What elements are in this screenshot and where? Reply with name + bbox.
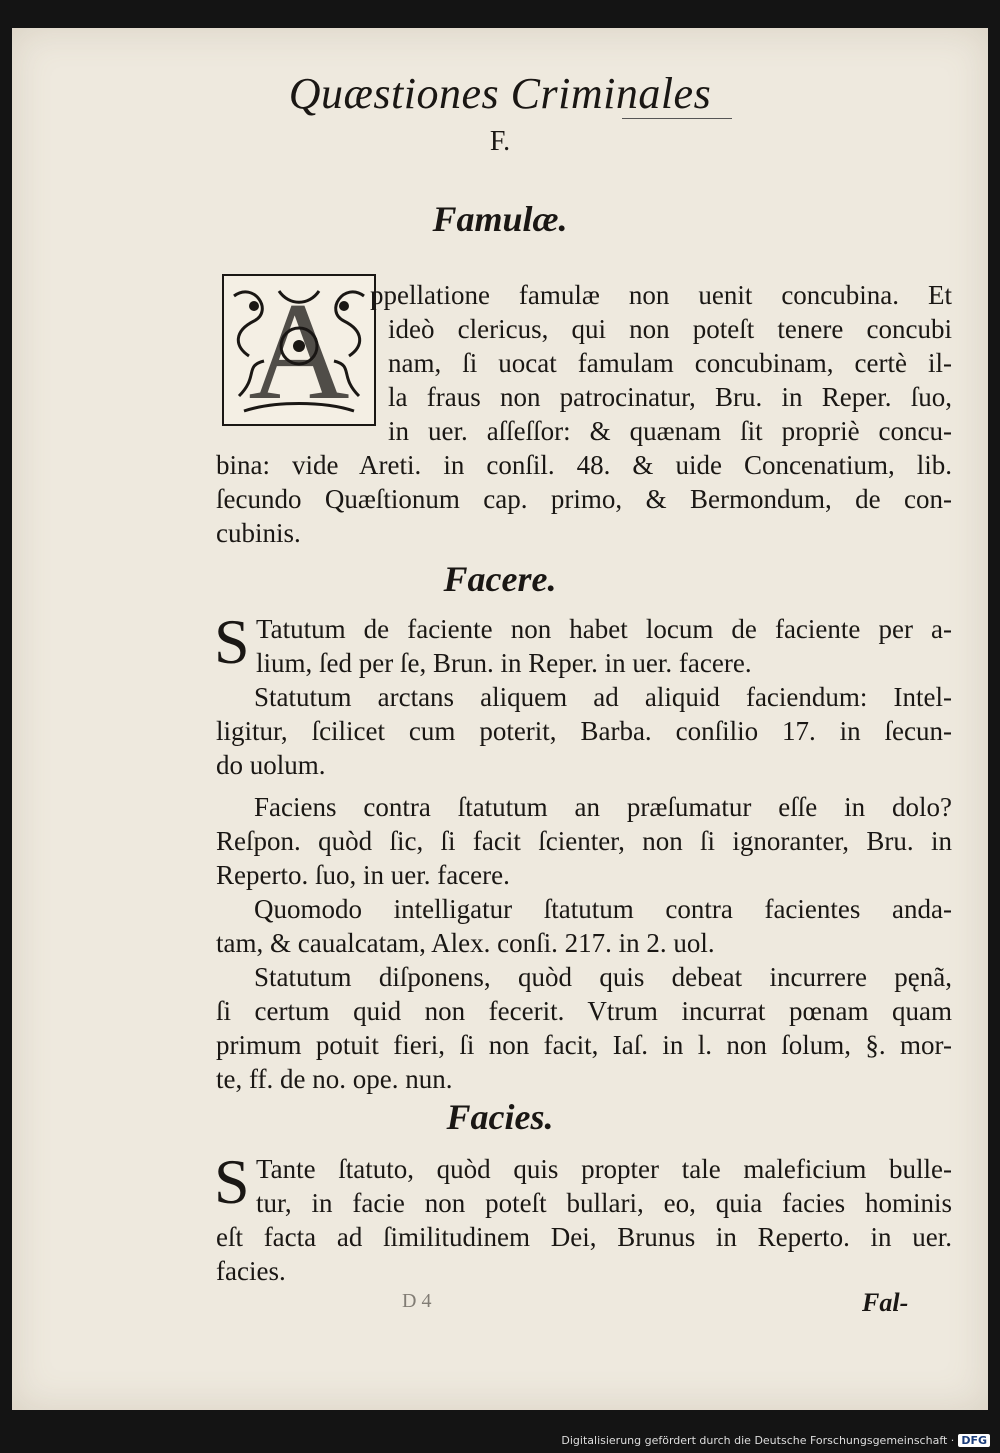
section-letter: F. — [489, 126, 511, 157]
famulae-line-6: bina: vide Areti. in conſil. 48. & uide Concenatium, lib. — [216, 450, 952, 480]
credit-text: Digitalisierung gefördert durch die Deutsche Forschungsgemeinschaft · — [561, 1434, 955, 1447]
famulae-line-1: ppellatione famulæ non uenit concubina. Et — [370, 280, 952, 310]
facere-line-9: Quomodo intelligatur ſtatutum contra facientes anda- — [254, 894, 952, 924]
facies-line-2: tur, in facie non poteſt bullari, eo, quia facies hominis — [256, 1188, 952, 1218]
famulae-line-5: in uer. aſſeſſor: & quænam ſit propriè concu- — [388, 416, 952, 446]
heading-famulae: Famulæ. — [432, 199, 568, 239]
famulae-line-8: cubinis. — [216, 518, 301, 548]
facere-line-5: do uolum. — [216, 750, 326, 780]
dfg-logo-icon: DFG — [958, 1434, 990, 1447]
facere-line-1: Tatutum de faciente non habet locum de faciente per a- — [256, 614, 952, 644]
facere-line-10: tam, & caualcatam, Alex. conſi. 217. in 2. uol. — [216, 928, 715, 958]
digitization-credit — [561, 1434, 990, 1447]
catchword: Fal- — [862, 1288, 909, 1317]
decorated-initial-a — [222, 274, 376, 429]
famulae-line-7: ſecundo Quæſtionum cap. primo, & Bermondum, de con- — [216, 484, 952, 514]
signature-mark: D 4 — [402, 1290, 432, 1312]
facere-line-14: te, ff. de no. ope. nun. — [216, 1064, 453, 1094]
book-page — [12, 28, 988, 1410]
facere-line-8: Reperto. ſuo, in uer. facere. — [216, 860, 510, 890]
famulae-line-3: nam, ſi uocat famulam concubinam, certè il- — [388, 348, 952, 378]
running-title: Quæstiones Criminales — [288, 69, 712, 118]
facere-line-2: lium, ſed per ſe, Brun. in Reper. in uer. facere. — [256, 648, 752, 678]
facere-line-13: primum potuit fieri, ſi non facit, Iaſ. in l. non ſolum, §. mor- — [216, 1030, 952, 1060]
facies-line-4: facies. — [216, 1256, 286, 1286]
facies-line-3: eſt facta ad ſimilitudinem Dei, Brunus in Reperto. in uer. — [216, 1222, 952, 1252]
famulae-line-4: la fraus non patrocinatur, Bru. in Reper. ſuo, — [388, 382, 952, 412]
facies-line-1: Tante ſtatuto, quòd quis propter tale maleficium bulle- — [256, 1154, 952, 1184]
facere-line-12: ſi certum quid non fecerit. Vtrum incurrat pœnam quam — [216, 996, 952, 1026]
facere-line-11: Statutum diſponens, quòd quis debeat incurrere pęnã, — [254, 962, 952, 992]
facere-line-6: Faciens contra ſtatutum an præſumatur eſſe in dolo? — [254, 792, 952, 822]
famulae-line-2: ideò clericus, qui non poteſt tenere concubi — [388, 314, 952, 344]
header-underline — [622, 118, 732, 119]
heading-facies: Facies. — [446, 1097, 554, 1137]
facere-line-4: ligitur, ſcilicet cum poterit, Barba. conſilio 17. in ſecun- — [216, 716, 952, 746]
facere-line-7: Reſpon. quòd ſic, ſi facit ſcienter, non ſi ignoranter, Bru. in — [216, 826, 952, 856]
facere-line-3: Statutum arctans aliquem ad aliquid faciendum: Intel- — [254, 682, 952, 712]
initial-letter-s-facere: S — [214, 606, 250, 677]
initial-letter-s-facies: S — [214, 1146, 250, 1217]
initial-letter-a: A — [248, 274, 350, 429]
heading-facere: Facere. — [443, 559, 557, 599]
